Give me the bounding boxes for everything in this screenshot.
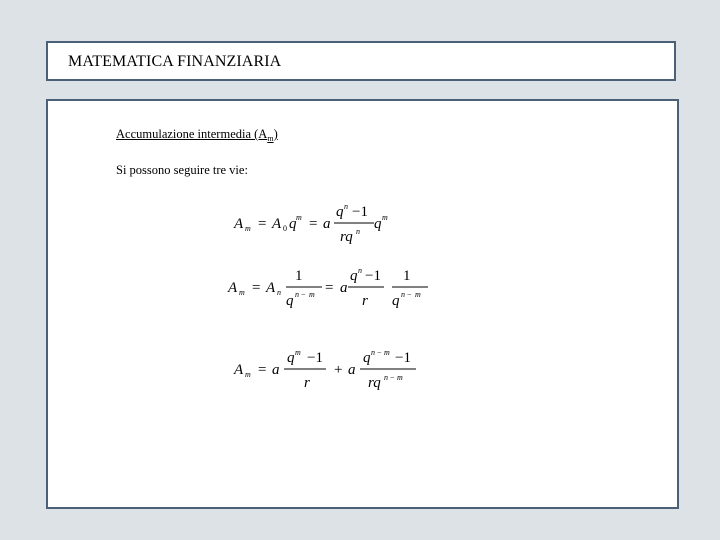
section-heading [116,127,278,143]
svg-text:A: A [228,280,238,296]
svg-text:n: n [384,373,388,382]
svg-text:q: q [289,216,297,232]
formula-1 [228,199,428,247]
svg-text:rq: rq [368,375,381,391]
svg-text:q: q [392,293,400,309]
svg-text:A: A [234,216,244,232]
svg-text:q: q [374,216,382,232]
svg-text:m: m [384,348,390,357]
svg-text:q: q [363,350,371,366]
svg-text:n: n [344,202,348,211]
svg-text:−: − [407,290,412,299]
svg-text:n: n [358,266,362,275]
svg-text:1: 1 [295,268,303,284]
intro-text: Si possono seguire tre vie: [116,163,248,177]
svg-text:r: r [362,293,368,309]
svg-text:−: − [301,290,306,299]
formula-2 [222,261,442,311]
svg-text:1: 1 [403,268,411,284]
svg-text:m: m [295,348,301,357]
svg-text:m: m [239,288,245,297]
svg-text:rq: rq [340,229,353,245]
svg-text:m: m [415,290,421,299]
svg-text:=: = [309,216,318,232]
slide-title: MATEMATICA FINANZIARIA [68,53,282,70]
svg-text:a: a [340,280,348,296]
svg-text:n: n [356,227,360,236]
svg-text:m: m [296,213,302,222]
svg-text:q: q [286,293,294,309]
svg-text:−: − [390,373,395,382]
content-panel [46,99,679,509]
svg-text:m: m [382,213,388,222]
svg-text:a: a [272,362,280,378]
svg-text:−1: −1 [352,204,368,220]
svg-text:−1: −1 [395,350,411,366]
svg-text:=: = [258,362,267,378]
svg-text:q: q [287,350,295,366]
svg-text:A: A [272,216,282,232]
svg-text:n: n [295,290,299,299]
svg-text:n: n [277,288,281,297]
title-box [46,41,676,81]
formula-3 [228,343,428,393]
svg-text:n: n [401,290,405,299]
svg-text:−1: −1 [307,350,323,366]
svg-text:A: A [234,362,244,378]
svg-text:=: = [258,216,267,232]
svg-text:a: a [348,362,356,378]
heading-subscript: m [267,134,274,143]
svg-text:q: q [336,204,344,220]
svg-text:A: A [266,280,276,296]
svg-text:=: = [252,280,261,296]
svg-text:+: + [334,362,343,378]
svg-text:m: m [245,370,251,379]
svg-text:q: q [350,268,358,284]
svg-text:n: n [371,348,375,357]
svg-text:r: r [304,375,310,391]
svg-text:0: 0 [283,224,287,233]
svg-text:−1: −1 [365,268,381,284]
heading-text: Accumulazione intermedia (A [116,127,268,141]
heading-close: ) [273,127,278,141]
svg-text:a: a [323,216,331,232]
svg-text:m: m [245,224,251,233]
svg-text:m: m [397,373,403,382]
svg-text:m: m [309,290,315,299]
svg-text:=: = [325,280,334,296]
svg-text:−: − [377,348,382,357]
